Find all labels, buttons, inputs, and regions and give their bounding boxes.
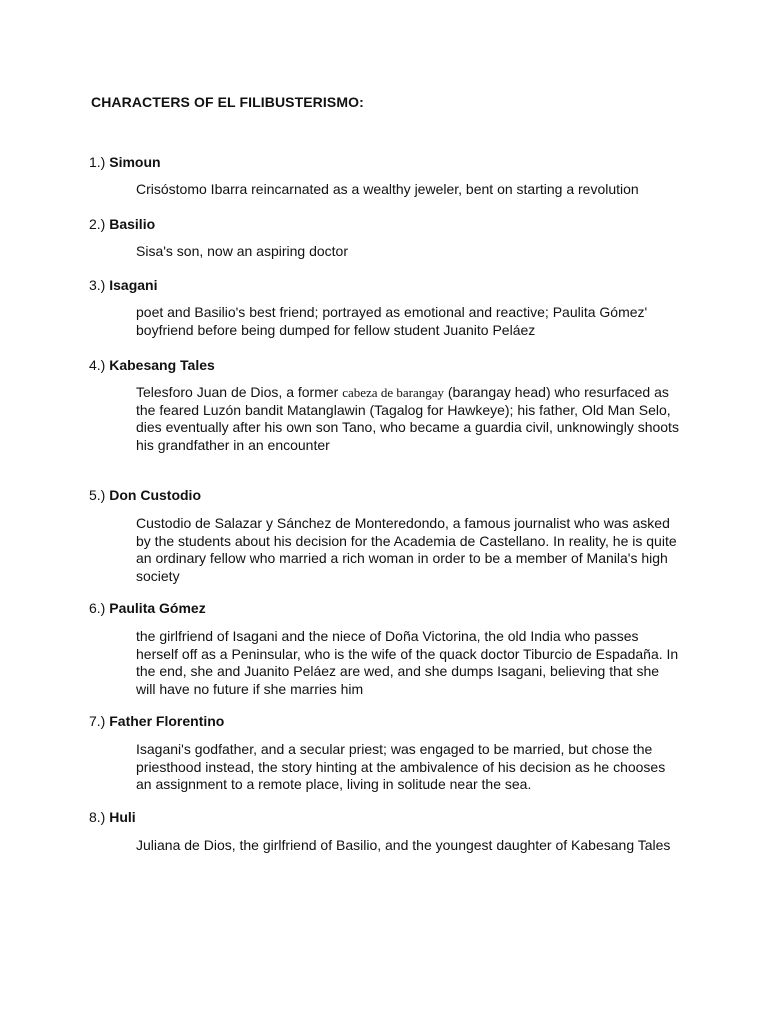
character-number: 6.) <box>89 600 106 616</box>
character-number: 7.) <box>89 713 106 729</box>
character-heading <box>89 808 136 826</box>
character-number: 4.) <box>89 357 106 373</box>
character-name: Kabesang Tales <box>109 357 215 373</box>
character-heading <box>89 356 215 374</box>
character-heading <box>89 215 155 233</box>
character-number: 5.) <box>89 487 106 503</box>
character-name: Don Custodio <box>109 487 201 503</box>
document-title: CHARACTERS OF EL FILIBUSTERISMO: <box>91 94 364 110</box>
character-name: Huli <box>109 809 136 825</box>
character-heading <box>89 599 206 617</box>
character-name: Paulita Gómez <box>109 600 206 616</box>
character-description: Crisóstomo Ibarra reincarnated as a wealthy jeweler, bent on starting a revolution <box>136 181 639 197</box>
description-text: Telesforo Juan de Dios, a former <box>136 384 343 400</box>
character-number: 2.) <box>89 216 106 232</box>
character-number: 8.) <box>89 809 106 825</box>
character-description <box>136 384 681 454</box>
character-name: Simoun <box>109 154 161 170</box>
description-text: (barangay head) who resurfaced as the feared Luzón bandit Matanglawin (Tagalog for Hawkeye); his father, Old Man Selo, dies eventually after his own son Tano, who became a guardia civil, unknowingly shoots his grandfather in an encounter <box>136 384 679 453</box>
description-term: cabeza de barangay <box>342 385 444 400</box>
character-description: Sisa's son, now an aspiring doctor <box>136 243 349 259</box>
character-name: Isagani <box>109 277 158 293</box>
character-heading <box>89 276 157 294</box>
character-description: the girlfriend of Isagani and the niece of Doña Victorina, the old India who passes herself off as a Peninsular, who is the wife of the quack doctor Tiburcio de Espadaña. In the end, she and Juanito Peláez are wed, and she dumps Isagani, believing that she will have no future if she marries him <box>136 628 679 697</box>
character-number: 1.) <box>89 154 106 170</box>
character-heading <box>89 153 161 171</box>
character-description: Isagani's godfather, and a secular priest; was engaged to be married, but chose the priesthood instead, the story hinting at the ambivalence of his decision as he chooses an assignment to a remote place, living in solitude near the sea. <box>136 741 666 792</box>
character-description: Juliana de Dios, the girlfriend of Basilio, and the youngest daughter of Kabesang Tales <box>136 837 671 853</box>
character-description: Custodio de Salazar y Sánchez de Monteredondo, a famous journalist who was asked by the students about his decision for the Academia de Castellano. In reality, he is quite an ordinary fellow who married a rich woman in order to be a member of Manila's high society <box>136 515 677 584</box>
character-heading <box>89 712 224 730</box>
character-name: Basilio <box>109 216 156 232</box>
character-name: Father Florentino <box>109 713 225 729</box>
character-description: poet and Basilio's best friend; portrayed as emotional and reactive; Paulita Gómez' boyfriend before being dumped for fellow student Juanito Peláez <box>136 304 648 338</box>
character-number: 3.) <box>89 277 106 293</box>
character-heading <box>89 486 201 504</box>
